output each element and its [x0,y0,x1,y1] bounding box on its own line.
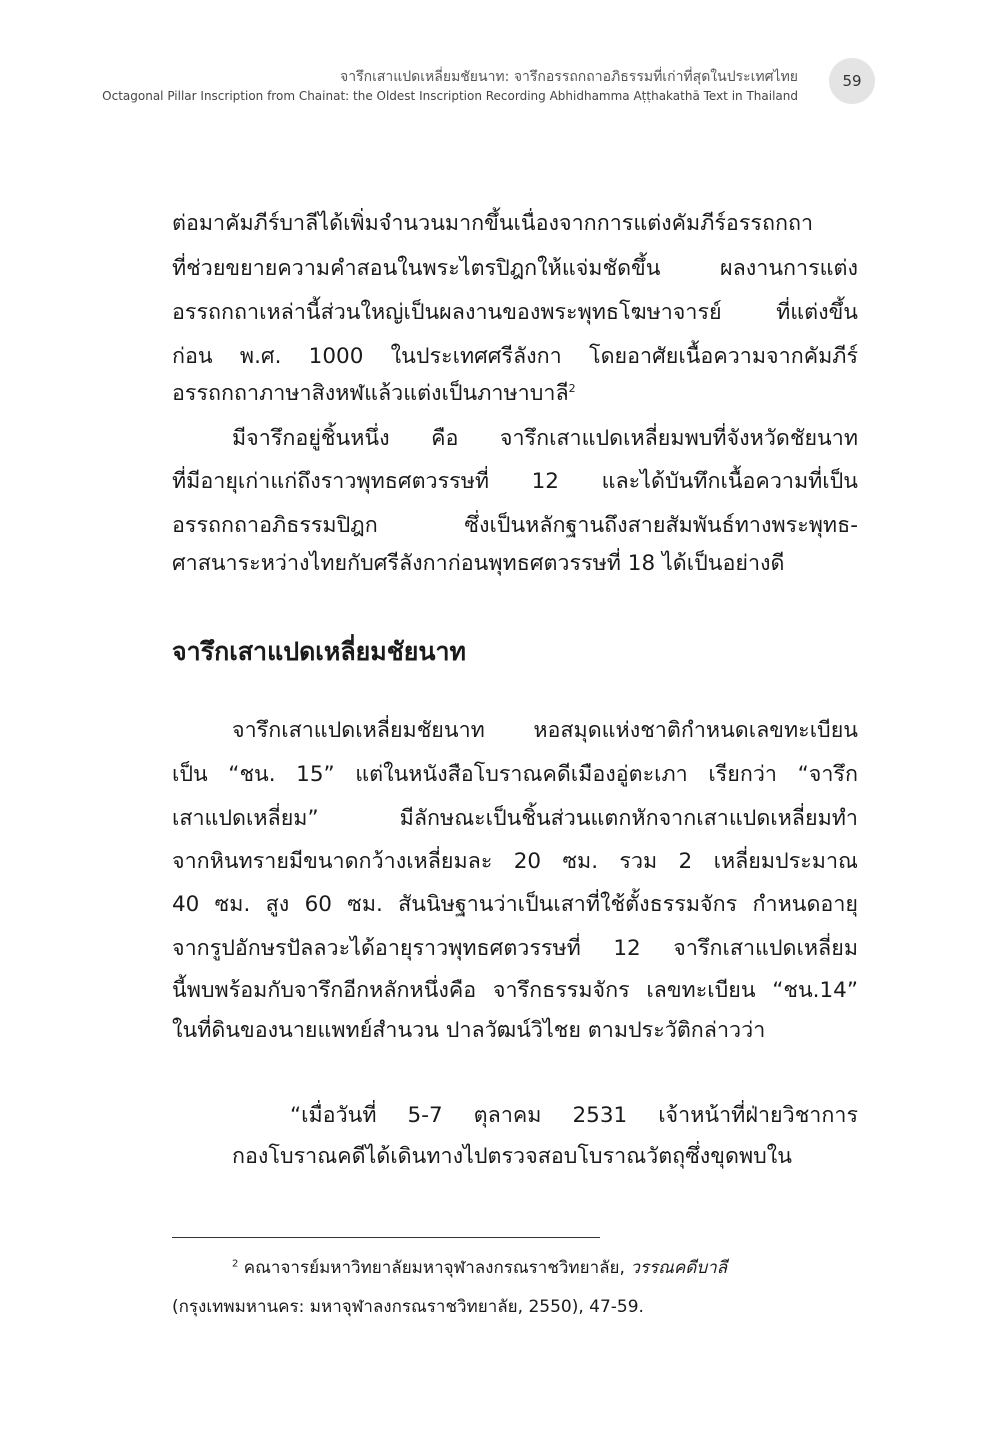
footnote-book-title: วรรณคดีบาลี [630,1258,728,1278]
quote-line: กองโบราณคดีได้เดินทางไปตรวจสอบโบราณวัตถุซึ่งขุดพบใน [232,1144,792,1169]
section-heading: จารึกเสาแปดเหลี่ยมชัยนาท [172,637,467,666]
paragraph-2-line: อรรถกถาอภิธรรมปิฎก ซึ่งเป็นหลักฐานถึงสายสัมพันธ์ทางพระพุทธ- [172,513,858,538]
paragraph-2-line: ที่มีอายุเก่าแก่ถึงราวพุทธศตวรรษที่ 12 และได้บันทึกเนื้อความที่เป็น [172,469,858,494]
paragraph-2-line: ศาสนาระหว่างไทยกับศรีลังกาก่อนพุทธศตวรรษที่ 18 ได้เป็นอย่างดี [172,551,785,576]
paragraph-2-line: มีจารึกอยู่ชิ้นหนึ่ง คือ จารึกเสาแปดเหลี่ยมพบที่จังหวัดชัยนาท [232,426,858,451]
footnote-reference: 2 [568,381,576,395]
footnote-line [232,1255,858,1281]
running-header-english: Octagonal Pillar Inscription from Chainat: the Oldest Inscription Recording Abhidhamma Aṭṭhakathā Text in Thailand [102,89,798,103]
quote-line: “เมื่อวันที่ 5-7 ตุลาคม 2531 เจ้าหน้าที่ฝ่ายวิชาการ [290,1103,858,1128]
footnote-divider [172,1237,600,1238]
paragraph-1-line: ที่ช่วยขยายความคำสอนในพระไตรปิฎกให้แจ่มชัดขึ้น ผลงานการแต่ง [172,256,858,281]
page-number: 59 [829,58,875,104]
paragraph-1-last-line [172,379,858,409]
footnote-number: 2 [232,1258,239,1270]
paragraph-1-line: ก่อน พ.ศ. 1000 ในประเทศศรีลังกา โดยอาศัยเนื้อความจากคัมภีร์ [172,344,858,369]
paragraph-3-line: 40 ซม. สูง 60 ซม. สันนิษฐานว่าเป็นเสาที่ใช้ตั้งธรรมจักร กำหนดอายุ [172,892,858,917]
paragraph-3-line: จากหินทรายมีขนาดกว้างเหลี่ยมละ 20 ซม. รวม 2 เหลี่ยมประมาณ [172,849,858,874]
running-header-thai: จารึกเสาแปดเหลี่ยมชัยนาท: จารึกอรรถกถาอภิธรรมที่เก่าที่สุดในประเทศไทย [340,69,798,85]
paragraph-3-line: ในที่ดินของนายแพทย์สำนวน ปาลวัฒน์วิไชย ตามประวัติกล่าวว่า [172,1018,766,1043]
paragraph-1-line: อรรถกถาเหล่านี้ส่วนใหญ่เป็นผลงานของพระพุทธโฆษาจารย์ ที่แต่งขึ้น [172,300,858,325]
paragraph-3-line: นี้พบพร้อมกับจารึกอีกหลักหนึ่งคือ จารึกธรรมจักร เลขทะเบียน “ชน.14” [172,978,858,1003]
paragraph-3-line: เป็น “ชน. 15” แต่ในหนังสือโบราณคดีเมืองอู่ตะเภา เรียกว่า “จารึก [172,762,858,787]
footnote-author: คณาจารย์มหาวิทยาลัยมหาจุฬาลงกรณราชวิทยาลัย, [243,1258,631,1278]
paragraph-1-line-text: อรรถกถาภาษาสิงหฬแล้วแต่งเป็นภาษาบาลี [172,381,569,406]
paragraph-3-line: จารึกเสาแปดเหลี่ยมชัยนาท หอสมุดแห่งชาติกำหนดเลขทะเบียน [232,718,858,743]
paragraph-3-line: จากรูปอักษรปัลลวะได้อายุราวพุทธศตวรรษที่ 12 จารึกเสาแปดเหลี่ยม [172,936,858,961]
footnote-line: (กรุงเทพมหานคร: มหาจุฬาลงกรณราชวิทยาลัย, 2550), 47-59. [172,1297,644,1317]
paragraph-1-line: ต่อมาคัมภีร์บาลีได้เพิ่มจำนวนมากขึ้นเนื่องจากการแต่งคัมภีร์อรรถกถา [172,211,814,236]
paragraph-3-line: เสาแปดเหลี่ยม” มีลักษณะเป็นชิ้นส่วนแตกหักจากเสาแปดเหลี่ยมทำ [172,806,858,831]
